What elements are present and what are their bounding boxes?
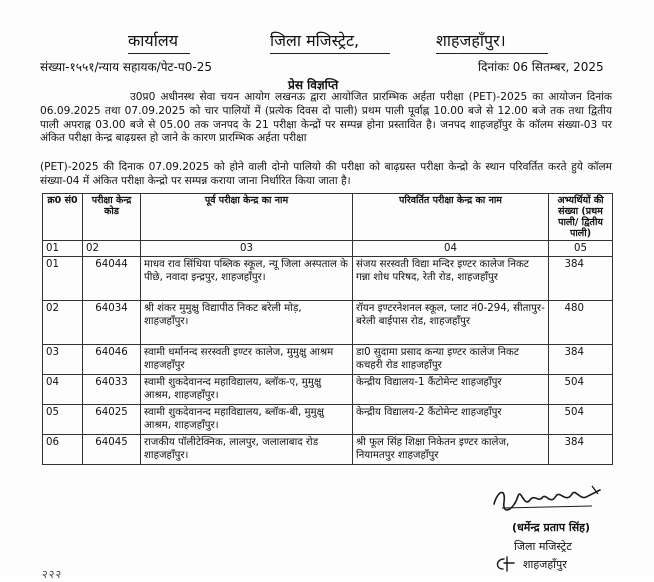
row-old-centre: स्वामी शुकदेवानन्द महाविद्यालय, ब्लॉक-ए, मुमुक्षु आश्रम, शाहजहाँपुर। [141,375,353,405]
row-new-centre: केन्द्रीय विद्यालय-2 कैंटोमेन्ट शाहजहाँपुर [353,405,549,435]
signatory-place: शाहजहाँपुर [523,558,567,571]
row-centre-code: 64046 [83,345,141,375]
column-number: 01 [43,241,83,257]
row-new-centre: संजय सरस्वती विद्या मन्दिर इण्टर कालेज निकट गन्ना शोध परिषद, रेती रोड, शाहजहाँपुर [353,257,549,301]
district-magistrate-heading: जिला मजिस्ट्रेट, [270,30,390,54]
signatory-title: जिला मजिस्ट्रेट [514,540,572,553]
table-row [43,301,613,345]
handwritten-initial [492,555,518,573]
row-new-centre: केन्द्रीय विद्यालय-1 कैंटोमेन्ट शाहजहाँपुर [353,375,549,405]
row-centre-code: 64044 [83,257,141,301]
row-old-centre: माधव राव सिंधिया पब्लिक स्कूल, न्यू जिला अस्पताल के पीछे, नवादा इन्द्रपुर, शाहजहाँपुर। [141,257,353,301]
row-old-centre: स्वामी धर्मानन्द सरस्वती इण्टर कालेज, मुमुक्षु आश्रम शाहजहाँपुर [141,345,353,375]
column-number: 02 [83,241,141,257]
row-new-centre: रॉयन इण्टरनेशनल स्कूल, प्लाट नं0-294, सीतापुर-बरेली बाईपास रोड, शाहजहाँपुर [353,301,549,345]
table-row [43,345,613,375]
table-row [43,405,613,435]
column-number: 05 [549,241,613,257]
row-new-centre: डा0 सुदामा प्रसाद कन्या इण्टर कालेज निकट कचहरी रोड शाहजहाँपुर [353,345,549,375]
row-candidate-count: 504 [549,405,613,435]
row-centre-code: 64033 [83,375,141,405]
column-number: 03 [141,241,353,257]
office-heading: कार्यालय [128,30,190,54]
row-serial: 02 [43,301,83,345]
body-paragraph-2: (PET)-2025 की दिनाक 07.09.2025 को होने वाली दोनो पालियो की परीक्षा को बाढ़ग्रस्त परीक्षा केन्द्रो के स्थान परिवर्तित करते हुये कॉलम संख्या-04 में अंकित परीक्षा केन्द्रो पर सम्पन्न कराया जाना निर्धारित किया जाता है। [40,161,612,187]
exam-centre-table [42,193,613,465]
row-old-centre: स्वामी शुकदेवानन्द महाविद्यालय, ब्लॉक-बी, मुमुक्षु आश्रम, शाहजहाँपुर। [141,405,353,435]
row-serial: 03 [43,345,83,375]
header-candidate-count: अभ्यर्थियों की संख्या (प्रथम पाली/ द्वितीय पाली) [549,194,613,241]
row-candidate-count: 384 [549,435,613,465]
row-centre-code: 64045 [83,435,141,465]
table-row [43,257,613,301]
header-new-centre: परिवर्तित परीक्षा केन्द्र का नाम [353,194,549,241]
row-serial: 04 [43,375,83,405]
column-number-row [43,241,613,257]
reference-number: संख्या-१५५१/न्याय सहायक/पेट-प0-25 [40,60,212,74]
row-serial: 06 [43,435,83,465]
row-centre-code: 64034 [83,301,141,345]
table-row [43,375,613,405]
row-candidate-count: 384 [549,257,613,301]
row-serial: 01 [43,257,83,301]
city-heading: शाहजहाँपुर। [436,30,548,54]
table-row [43,435,613,465]
row-old-centre: श्री शंकर मुमुक्षु विद्यापीठ निकट बरेली मोड़, शाहजहाँपुर। [141,301,353,345]
header-centre-code: परीक्षा केन्द्र कोड [83,194,141,241]
header-serial: क्र0 सं0 [43,194,83,241]
document-title: प्रेस विज्ञप्ति [288,78,339,92]
body-paragraph-1: उ0प्र0 अधीनस्थ सेवा चयन आयोग लखनऊ द्वारा आयोजित प्रारम्भिक अर्हता परीक्षा (PET)-2025 का आयोजन दिनांक 06.09.2025 तथा 07.09.2025 को चार पालियों में (प्रत्येक दिवस दो पाली) प्रथम पाली पूर्वाह्न 10.00 बजे से 12.00 बजे तक तथा द्वितीय पाली अपराह्न 03.00 बजे से 05.00 तक जनपद के 21 परीक्षा केन्द्रों पर सम्पन्न होना प्रस्तावित है। जनपद शाहजहाँपुर के कॉलम संख्या-03 पर अंकित परीक्षा केन्द्र बाढ़ग्रस्त हो जाने के कारण प्रारम्भिक अर्हता परीक्षा [40,91,612,145]
row-candidate-count: 504 [549,375,613,405]
row-centre-code: 64025 [83,405,141,435]
row-candidate-count: 384 [549,345,613,375]
column-number: 04 [353,241,549,257]
row-candidate-count: 480 [549,301,613,345]
page-footer-number: २२२ [42,568,63,581]
header-old-centre: पूर्व परीक्षा केन्द्र का नाम [141,194,353,241]
signatory-name: (धर्मेन्द्र प्रताप सिंह) [512,521,591,534]
table-header-row [43,194,613,241]
row-old-centre: राजकीय पॉलीटेक्निक, लालपुर, जलालाबाद रोड शाहजहाँपुर। [141,435,353,465]
handwritten-signature [488,482,608,516]
issue-date: दिनांकः 06 सितम्बर, 2025 [478,60,604,74]
row-serial: 05 [43,405,83,435]
row-new-centre: श्री फूल सिंह शिक्षा निकेतन इण्टर कालेज, नियामतपुर शाहजहाँपुर [353,435,549,465]
